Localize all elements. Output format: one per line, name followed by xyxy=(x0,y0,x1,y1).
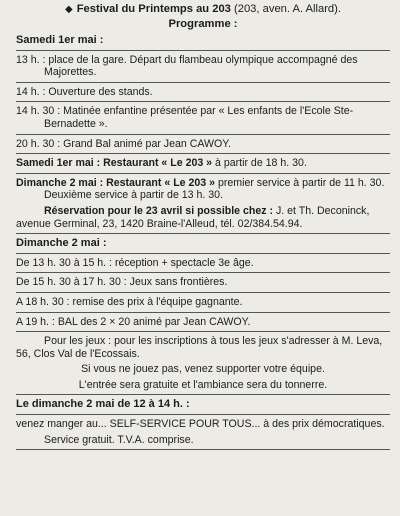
self-heading: Le dimanche 2 mai de 12 à 14 h. : xyxy=(16,398,190,411)
divider xyxy=(16,331,390,332)
self-info: venez manger au... SELF-SERVICE POUR TOUS... à des prix démocratiques. xyxy=(16,418,385,431)
dimanche-item-1: De 13 h. 30 à 15 h. : réception + spectacle 3e âge. xyxy=(16,256,254,269)
programme-heading: Programme : xyxy=(168,18,238,30)
samedi-restaurant xyxy=(16,157,390,170)
dimanche-item-3: A 18 h. 30 : remise des prix à l'équipe gagnante. xyxy=(16,295,243,308)
festival-title-bold: Festival du Printemps au 203 xyxy=(76,3,231,15)
samedi-item-1: 13 h. : place de la gare. Départ du flambeau olympique accompagné des Majorettes. xyxy=(16,53,358,79)
reservation-info xyxy=(16,205,390,230)
dimanche-restaurant xyxy=(16,177,390,202)
dimanche-item-4: A 19 h. : BAL des 2 × 20 animé par Jean CAWOY. xyxy=(16,315,251,328)
divider xyxy=(16,414,390,415)
divider xyxy=(16,101,390,102)
divider xyxy=(16,312,390,313)
service-info: Service gratuit. T.V.A. comprise. xyxy=(44,433,194,446)
dimanche-restaurant-rest: premier service à partir de 11 h. 30. Deuxième service à partir de 13 h. 30. xyxy=(44,176,385,202)
reservation-rest: J. et Th. Deconinck, avenue Germinal, 23, 1420 Braine-l'Alleud, tél. 02/384.54.94. xyxy=(16,204,370,230)
samedi-item-2: 14 h. : Ouverture des stands. xyxy=(16,85,153,98)
divider xyxy=(16,153,390,154)
divider xyxy=(16,50,390,51)
samedi-restaurant-bold: Samedi 1er mai : Restaurant « Le 203 » xyxy=(16,157,213,170)
divider xyxy=(16,253,390,254)
support-info: Si vous ne jouez pas, venez supporter votre équipe. xyxy=(81,363,325,376)
samedi-item-3: 14 h. 30 : Matinée enfantine présentée par « Les enfants de l'Ecole Ste-Bernadette ». xyxy=(16,105,354,130)
divider xyxy=(16,233,390,234)
dimanche-item-2: De 15 h. 30 à 17 h. 30 : Jeux sans frontières. xyxy=(16,276,228,289)
divider xyxy=(16,292,390,293)
divider xyxy=(16,82,390,83)
samedi-heading: Samedi 1er mai : xyxy=(16,34,104,46)
divider xyxy=(16,134,390,135)
samedi-restaurant-rest: à partir de 18 h. 30. xyxy=(212,157,307,170)
entree-info: L'entrée sera gratuite et l'ambiance sera du tonnerre. xyxy=(78,378,328,391)
dimanche-heading: Dimanche 2 mai : xyxy=(16,237,107,250)
divider xyxy=(16,394,390,395)
divider xyxy=(16,272,390,273)
dimanche-restaurant-bold: Dimanche 2 mai : Restaurant « Le 203 » xyxy=(16,176,216,189)
festival-address: (203, aven. A. Allard). xyxy=(230,3,341,15)
jeux-info: Pour les jeux : pour les inscriptions à tous les jeux s'adresser à M. Leva, 56, Clos Val de l'Ecossais. xyxy=(16,335,383,360)
divider xyxy=(16,173,390,174)
divider xyxy=(16,449,390,450)
festival-title xyxy=(16,2,390,17)
reservation-bold: Réservation pour le 23 avril si possible chez : xyxy=(44,204,274,217)
samedi-item-4: 20 h. 30 : Grand Bal animé par Jean CAWOY. xyxy=(16,137,231,150)
diamond-bullet-icon: ◆ xyxy=(65,4,73,15)
